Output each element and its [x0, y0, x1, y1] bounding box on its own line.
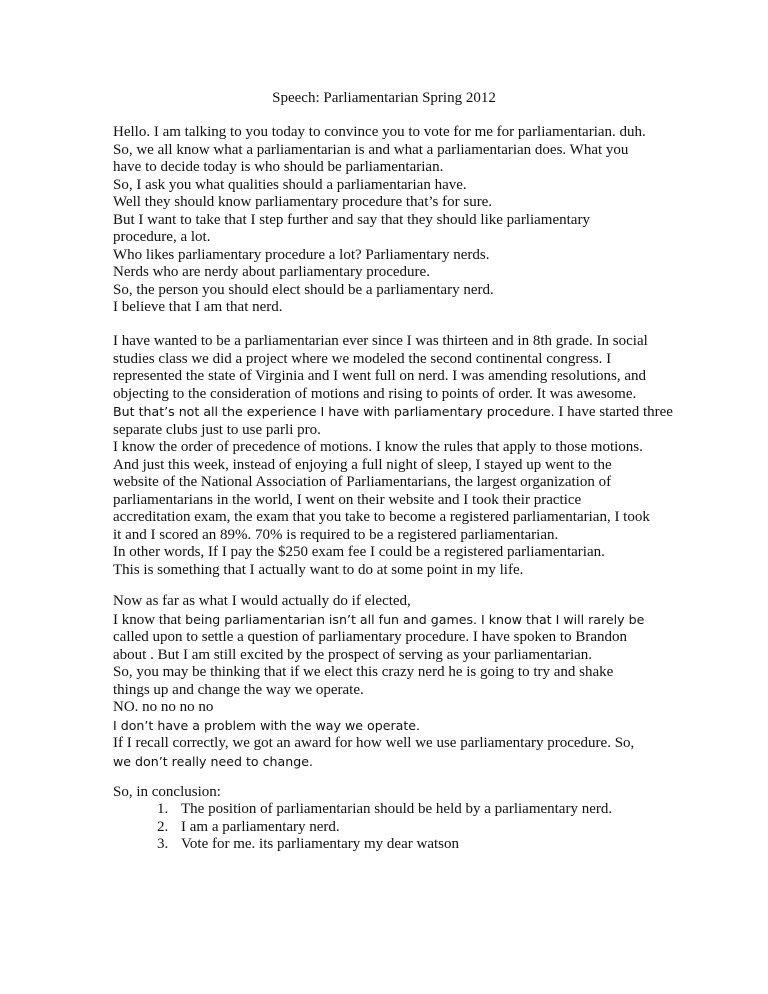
- text-line: Hello. I am talking to you today to convince you to vote for me for parliamentarian. duh.: [113, 124, 646, 140]
- text-line: I know the order of precedence of motions. I know the rules that apply to those motions.: [113, 439, 643, 455]
- text-line: website of the National Association of Parliamentarians, the largest organization of: [113, 474, 612, 490]
- text-line: objecting to the consideration of motions and rising to points of order. It was awesome.: [113, 385, 637, 402]
- text-line: called upon to settle a question of parliamentary procedure. I have spoken to Brandon: [113, 629, 627, 645]
- text-run-sans: we don’t really need to change.: [113, 753, 313, 769]
- text-line: So, in conclusion:: [113, 784, 221, 800]
- text-line: represented the state of Virginia and I went full on nerd. I was amending resolutions, and: [113, 368, 646, 384]
- text-line: So, I ask you what qualities should a parliamentarian have.: [113, 176, 467, 193]
- text-line: accreditation exam, the exam that you take to become a registered parliamentarian, I took: [113, 509, 650, 525]
- text-line: Well they should know parliamentary procedure that’s for sure.: [113, 194, 493, 210]
- text-line: procedure, a lot.: [113, 229, 211, 245]
- text-run: I know that: [113, 611, 186, 628]
- text-line: So, the person you should elect should be a parliamentary nerd.: [113, 281, 494, 298]
- text-line: NO. no no no no: [113, 699, 214, 715]
- text-line: In other words, If I pay the $250 exam fee I could be a registered parliamentarian.: [113, 544, 605, 560]
- text-line: If I recall correctly, we got an award for how well we use parliamentary procedure. So,: [113, 735, 635, 751]
- text-line: separate clubs just to use parli pro.: [113, 421, 321, 438]
- text-line: have to decide today is who should be parliamentarian.: [113, 159, 444, 175]
- text-line: So, we all know what a parliamentarian is and what a parliamentarian does. What you: [113, 141, 629, 158]
- text-line: things up and change the way we operate.: [113, 681, 364, 698]
- text-line: about . But I am still excited by the prospect of serving as your parliamentarian.: [113, 646, 593, 663]
- text-line-sans: [113, 753, 673, 772]
- list-number: 1.: [157, 801, 169, 817]
- text-line-mixed: [113, 403, 673, 422]
- conclusion-list: [157, 801, 677, 854]
- text-run: I have started three: [554, 404, 673, 420]
- text-run-sans: being parliamentarian isn’t all fun and games. I know that I will rarely be: [185, 611, 645, 627]
- text-line: Now as far as what I would actually do if elected,: [113, 593, 411, 609]
- paragraph-plans: [113, 593, 673, 771]
- text-line: But I want to take that I step further and say that they should like parliamentary: [113, 211, 590, 228]
- text-line: it and I scored an 89%. 70% is required to be a registered parliamentarian.: [113, 526, 559, 543]
- text-line-mixed: [113, 611, 673, 630]
- text-line: studies class we did a project where we modeled the second continental congress. I: [113, 350, 612, 367]
- list-item: [157, 801, 677, 819]
- list-number: 2.: [157, 818, 169, 835]
- paragraph-opening: [113, 124, 673, 317]
- text-line: Nerds who are nerdy about parliamentary procedure.: [113, 264, 430, 280]
- text-line: And just this week, instead of enjoying a full night of sleep, I stayed up went to the: [113, 456, 612, 473]
- conclusion-intro: [113, 784, 673, 802]
- paragraph-experience: [113, 333, 673, 579]
- text-run-sans: But that’s not all the experience I have with parliamentary procedure.: [113, 404, 555, 419]
- text-line: parliamentarians in the world, I went on their website and I took their practice: [113, 491, 582, 508]
- text-line: I believe that I am that nerd.: [113, 299, 283, 315]
- document-title: Speech: Parliamentarian Spring 2012: [272, 90, 496, 106]
- list-text: Vote for me. its parliamentary my dear watson: [181, 836, 459, 852]
- list-item: [157, 836, 677, 854]
- list-text: I am a parliamentary nerd.: [181, 818, 340, 835]
- text-line-sans: [113, 717, 673, 736]
- list-text: The position of parliamentarian should be held by a parliamentary nerd.: [181, 801, 613, 817]
- text-line: This is something that I actually want to do at some point in my life.: [113, 561, 524, 578]
- text-line: Who likes parliamentary procedure a lot? Parliamentary nerds.: [113, 246, 490, 263]
- list-item: [157, 819, 677, 837]
- list-number: 3.: [157, 836, 169, 852]
- text-line: I have wanted to be a parliamentarian ever since I was thirteen and in 8th grade. In social: [113, 333, 648, 349]
- text-line: So, you may be thinking that if we elect this crazy nerd he is going to try and shake: [113, 664, 614, 680]
- text-run-sans: I don’t have a problem with the way we operate.: [113, 717, 421, 733]
